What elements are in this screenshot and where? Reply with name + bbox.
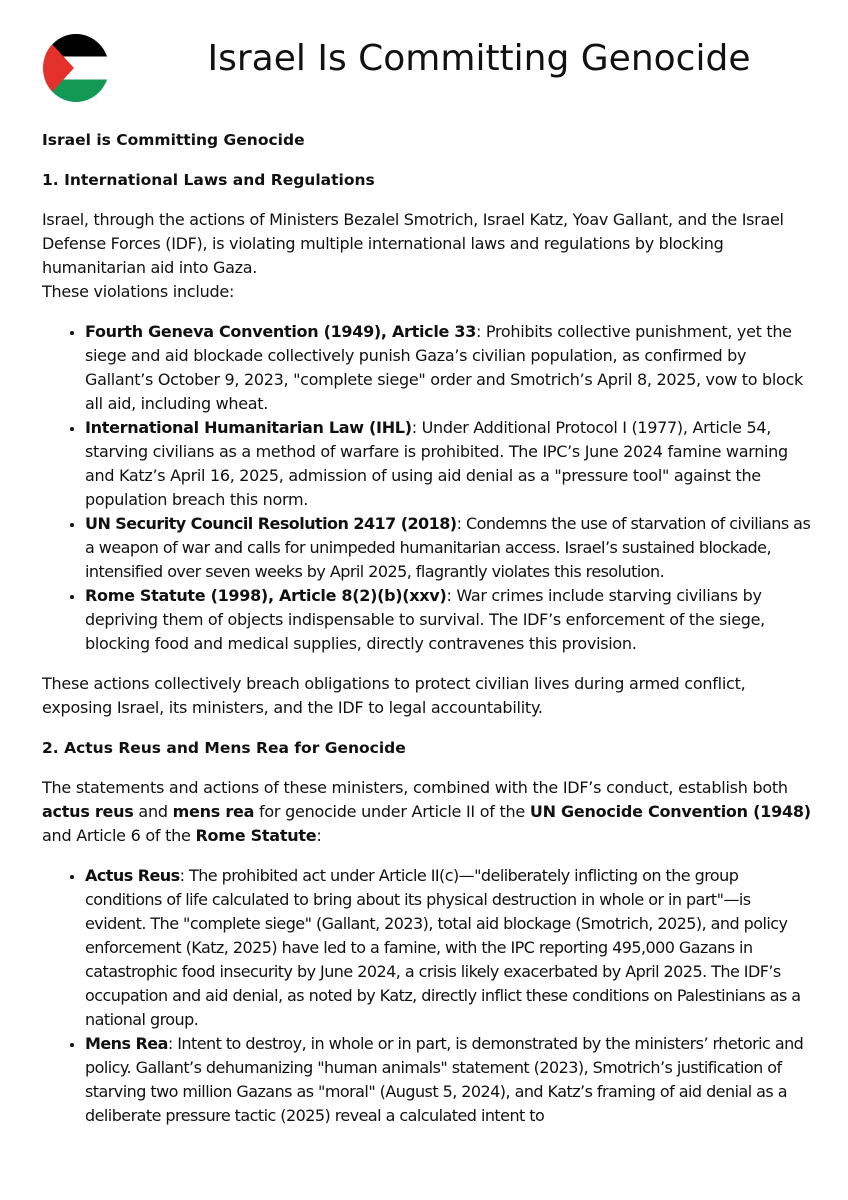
term-un-genocide-convention: UN Genocide Convention (1948) xyxy=(529,802,811,821)
list-item-term: Rome Statute (1998), Article 8(2)(b)(xxv) xyxy=(85,586,447,605)
text-run: The statements and actions of these ministers, combined with the IDF’s conduct, establish both xyxy=(42,778,788,797)
list-item-term: Actus Reus xyxy=(85,866,180,885)
text-run: for genocide under Article II of the xyxy=(254,802,530,821)
list-item xyxy=(85,320,812,416)
page-header xyxy=(0,0,848,110)
list-item xyxy=(85,512,812,584)
list-item-term: UN Security Council Resolution 2417 (2018) xyxy=(85,514,457,533)
list-item-text: : Prohibits collective punishment, yet the siege and aid blockade collectively punish Gaza’s civilian population, as confirmed by Gallant’s October 9, 2023, "complete siege" order and Smotrich’s April 8, 2025, vow to block all aid, including wheat. xyxy=(85,322,803,413)
section-1-title: 1. International Laws and Regulations xyxy=(42,171,375,189)
term-mens-rea: mens rea xyxy=(172,802,255,821)
list-item xyxy=(85,1032,812,1128)
section-2-title: 2. Actus Reus and Mens Rea for Genocide xyxy=(42,739,406,757)
text-run: : xyxy=(316,826,322,845)
section-1-conclusion: These actions collectively breach obligations to protect civilian lives during armed conflict, exposing Israel, its ministers, and the IDF to legal accountability. xyxy=(42,674,746,717)
list-item xyxy=(85,864,812,1032)
page-title: Israel Is Committing Genocide xyxy=(207,38,751,79)
term-rome-statute: Rome Statute xyxy=(195,826,317,845)
genocide-elements-list xyxy=(42,864,812,1128)
list-item-text: : War crimes include starving civilians by depriving them of objects indispensable to survival. The IDF’s enforcement of the siege, blocking food and medical supplies, directly contravenes this provision. xyxy=(85,586,765,653)
document-heading: Israel is Committing Genocide xyxy=(42,131,305,149)
list-item-term: Mens Rea xyxy=(85,1034,168,1053)
term-actus-reus: actus reus xyxy=(42,802,134,821)
list-item xyxy=(85,416,812,512)
section-2-intro xyxy=(42,776,812,848)
section-1-intro-2: These violations include: xyxy=(42,282,235,301)
list-item-term: International Humanitarian Law (IHL) xyxy=(85,418,412,437)
list-item-text: : Under Additional Protocol I (1977), Article 54, starving civilians as a method of warfare is prohibited. The IPC’s June 2024 famine warning and Katz’s April 16, 2025, admission of using aid denial as a "pressure tool" against the population breach this norm. xyxy=(85,418,788,509)
text-run: and Article 6 of the xyxy=(42,826,196,845)
section-1-intro: Israel, through the actions of Ministers Bezalel Smotrich, Israel Katz, Yoav Gallant, and the Israel Defense Forces (IDF), is violating multiple international laws and regulations by blocking humanitarian aid into Gaza. xyxy=(42,210,784,277)
list-item-text: : Condemns the use of starvation of civilians as a weapon of war and calls for unimpeded humanitarian access. Israel’s sustained blockade, intensified over seven weeks by April 2025, flagrantly violates this resolution. xyxy=(85,514,811,581)
list-item-text: : The prohibited act under Article II(c)—"deliberately inflicting on the group conditions of life calculated to bring about its physical destruction in whole or in part"—is evident. The "complete siege" (Gallant, 2023), total aid blockage (Smotrich, 2025), and policy enforcement (Katz, 2025) have led to a famine, with the IPC reporting 495,000 Gazans in catastrophic food insecurity by June 2024, a crisis likely exacerbated by April 2025. The IDF’s occupation and aid denial, as noted by Katz, directly inflict these conditions on Palestinians as a national group. xyxy=(85,866,801,1029)
text-run: and xyxy=(133,802,173,821)
list-item-text: : Intent to destroy, in whole or in part, is demonstrated by the ministers’ rhetoric and policy. Gallant’s dehumanizing "human animals" statement (2023), Smotrich’s justification of starving two million Gazans as "moral" (August 5, 2024), and Katz’s framing of aid denial as a deliberate pressure tactic (2025) reveal a calculated intent to xyxy=(85,1034,804,1125)
list-item-term: Fourth Geneva Convention (1949), Article 33 xyxy=(85,322,477,341)
palestine-flag-circle-icon xyxy=(42,33,110,103)
document-body xyxy=(42,124,812,1144)
violations-list xyxy=(42,320,812,656)
list-item xyxy=(85,584,812,656)
